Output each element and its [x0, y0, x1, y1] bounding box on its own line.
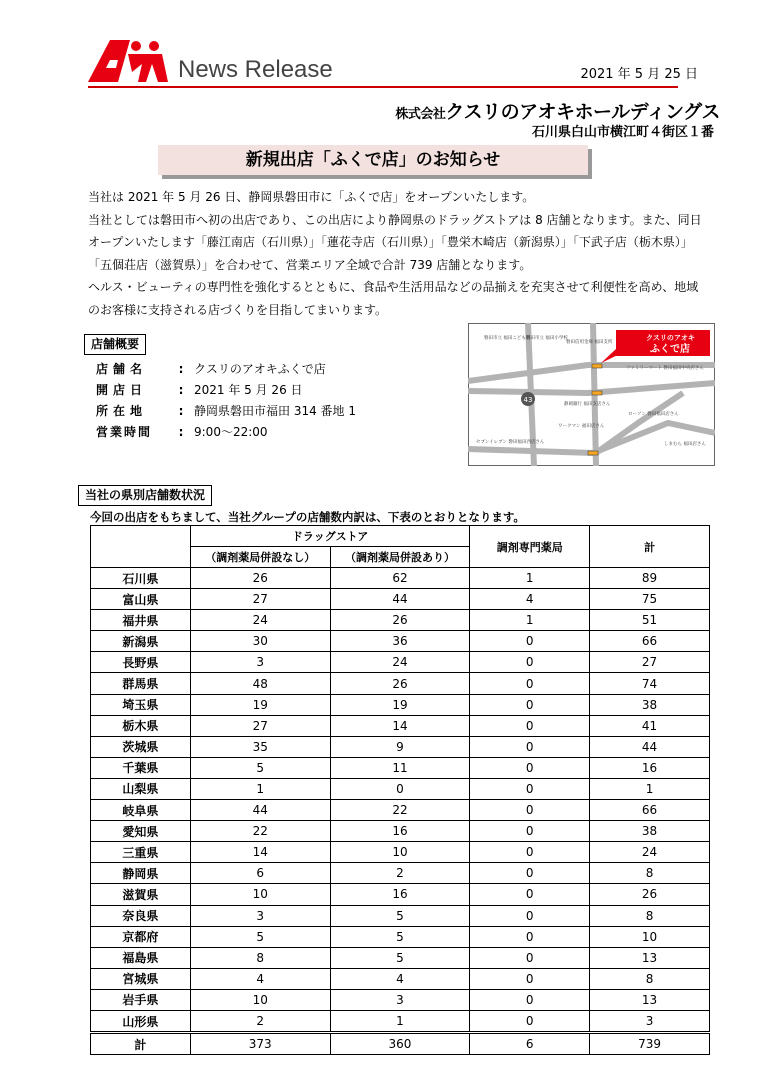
prefecture-cell: 奈良県 [91, 905, 191, 926]
with-pharmacy-cell: 24 [330, 652, 470, 673]
overview-colon: : [178, 424, 184, 439]
pharmacy-only-cell: 0 [470, 884, 590, 905]
overview-key: 店舗名 [96, 362, 148, 376]
header-rule [88, 86, 678, 88]
prefecture-cell: 福井県 [91, 610, 191, 631]
company-main-name: クスリのアオキホールディングス [445, 101, 720, 123]
table-row [91, 694, 710, 715]
table-row [91, 715, 710, 736]
prefecture-cell: 富山県 [91, 589, 191, 610]
table-row [91, 863, 710, 884]
news-release-heading: News Release [178, 56, 333, 83]
total-cell: 75 [590, 589, 710, 610]
prefecture-cell: 長野県 [91, 652, 191, 673]
total-cell: 8 [590, 968, 710, 989]
with-pharmacy-cell: 44 [330, 589, 470, 610]
with-pharmacy-cell: 26 [330, 673, 470, 694]
table-row [91, 821, 710, 842]
map-label-bank2: 静岡銀行 福田支店さん [564, 402, 611, 407]
intro-paragraph: 当社としては磐田市へ初の出店であり、この出店により静岡県のドラッグストアは 8 店舗となります。また、同日オープンいたします「藤江南店（石川県）」「蓮花寺店（石川県）」「豊栄木崎店（新潟県）」「下武子店（栃木県）」「五個荘店（滋賀県）」を合わせて、営業エリア全域で合計 739 店舗となります。 [88, 212, 702, 272]
pharmacy-only-cell: 1 [470, 610, 590, 631]
overview-colon: : [178, 382, 184, 397]
total-cell: 41 [590, 715, 710, 736]
overview-value: 2021 年 5 月 26 日 [194, 383, 303, 397]
total-cell: 27 [590, 652, 710, 673]
prefecture-cell: 福島県 [91, 947, 191, 968]
overview-key: 所在地 [96, 404, 148, 418]
table-row [91, 947, 710, 968]
header-drugstore: ドラッグストア [190, 526, 470, 547]
map-label-seven: セブンイレブン 磐田福田西店さん [476, 440, 545, 445]
prefecture-cell: 京都府 [91, 926, 191, 947]
table-row [91, 905, 710, 926]
overview-colon: : [178, 361, 184, 376]
without-pharmacy-cell: 10 [190, 989, 330, 1010]
prefecture-cell: 愛知県 [91, 821, 191, 842]
prefecture-cell: 宮城県 [91, 968, 191, 989]
without-pharmacy-cell: 5 [190, 757, 330, 778]
pharmacy-only-cell: 0 [470, 694, 590, 715]
prefecture-cell: 山形県 [91, 1010, 191, 1032]
pharmacy-only-cell: 0 [470, 800, 590, 821]
map-label-shimamura: しまむら 福田店さん [664, 442, 706, 447]
map-label-bank1: 磐田信用金庫 福田支所 [566, 340, 613, 345]
table-row [91, 989, 710, 1010]
without-pharmacy-cell: 19 [190, 694, 330, 715]
prefecture-cell: 三重県 [91, 842, 191, 863]
overview-colon: : [178, 403, 184, 418]
without-pharmacy-cell: 1 [190, 778, 330, 799]
without-pharmacy-cell: 26 [190, 568, 330, 589]
map-store-name: ふくで店 [650, 344, 690, 355]
with-pharmacy-cell: 19 [330, 694, 470, 715]
total-cell: 74 [590, 673, 710, 694]
with-pharmacy-cell: 16 [330, 821, 470, 842]
pharmacy-only-cell: 0 [470, 757, 590, 778]
route-number: 43 [523, 396, 533, 404]
table-body [91, 568, 710, 1055]
total-cell: 8 [590, 905, 710, 926]
pharmacy-only-cell: 0 [470, 778, 590, 799]
with-pharmacy-cell: 5 [330, 947, 470, 968]
header-prefecture [91, 526, 191, 568]
without-pharmacy-cell: 8 [190, 947, 330, 968]
with-pharmacy-cell: 11 [330, 757, 470, 778]
without-pharmacy-cell: 35 [190, 736, 330, 757]
pharmacy-only-cell: 1 [470, 568, 590, 589]
table-header-row [91, 526, 710, 547]
intro-paragraph: 当社は 2021 年 5 月 26 日、静岡県磐田市に「ふくで店」をオープンいたします。 [88, 190, 535, 204]
prefecture-cell: 山梨県 [91, 778, 191, 799]
store-stats-heading: 当社の県別店舗数状況 [78, 485, 212, 506]
prefecture-cell: 岩手県 [91, 989, 191, 1010]
header-with-pharmacy: （調剤薬局併設あり） [330, 547, 470, 568]
without-pharmacy-cell: 10 [190, 884, 330, 905]
total-cell: 38 [590, 821, 710, 842]
pharmacy-only-cell: 0 [470, 947, 590, 968]
store-stats-note: 今回の出店をもちまして、当社グループの店舗数内訳は、下表のとおりとなります。 [90, 510, 525, 524]
table-row [91, 757, 710, 778]
overview-row [96, 400, 356, 421]
total-cell: 8 [590, 863, 710, 884]
table-row [91, 673, 710, 694]
store-overview [96, 358, 356, 442]
table-total-row [91, 1033, 710, 1055]
total-cell: 13 [590, 989, 710, 1010]
without-pharmacy-cell: 5 [190, 926, 330, 947]
header-pharmacy-only: 調剤専門薬局 [470, 526, 590, 568]
with-pharmacy-cell: 5 [330, 905, 470, 926]
with-pharmacy-cell: 22 [330, 800, 470, 821]
total-cell: 66 [590, 631, 710, 652]
map-label-workman: ワークマン 福田店さん [558, 424, 605, 429]
prefecture-cell: 滋賀県 [91, 884, 191, 905]
without-pharmacy-cell: 22 [190, 821, 330, 842]
table-row [91, 842, 710, 863]
pharmacy-only-cell: 0 [470, 736, 590, 757]
map-label-school2: 磐田市立 福田小学校 [526, 336, 568, 341]
without-pharmacy-cell: 24 [190, 610, 330, 631]
overview-value: 9:00～22:00 [194, 425, 268, 439]
with-pharmacy-cell: 14 [330, 715, 470, 736]
with-pharmacy-cell: 0 [330, 778, 470, 799]
header-without-pharmacy: （調剤薬局併設なし） [190, 547, 330, 568]
map-store-brand: クスリのアオキ [646, 334, 695, 342]
table-row [91, 736, 710, 757]
without-pharmacy-cell: 48 [190, 673, 330, 694]
overview-row [96, 421, 356, 442]
total-cell: 44 [590, 736, 710, 757]
pharmacy-only-cell: 0 [470, 631, 590, 652]
with-pharmacy-cell: 16 [330, 884, 470, 905]
prefecture-cell: 新潟県 [91, 631, 191, 652]
pharmacy-only-cell: 4 [470, 589, 590, 610]
table-row [91, 800, 710, 821]
table-row [91, 652, 710, 673]
total-cell: 26 [590, 884, 710, 905]
pharmacy-only-cell: 6 [470, 1033, 590, 1055]
overview-heading: 店舗概要 [84, 334, 146, 355]
without-pharmacy-cell: 30 [190, 631, 330, 652]
with-pharmacy-cell: 26 [330, 610, 470, 631]
company-address: 石川県白山市横江町４街区１番 [531, 125, 714, 140]
without-pharmacy-cell: 6 [190, 863, 330, 884]
prefecture-cell: 栃木県 [91, 715, 191, 736]
release-date: 2021 年 5 月 25 日 [580, 67, 698, 82]
overview-value: クスリのアオキふくで店 [194, 362, 326, 376]
pharmacy-only-cell: 0 [470, 1010, 590, 1032]
map-label-lawson: ローソン 磐田福田店さん [628, 412, 679, 417]
table-row [91, 568, 710, 589]
store-count-table [90, 525, 710, 1055]
overview-row [96, 379, 356, 400]
prefecture-cell: 千葉県 [91, 757, 191, 778]
without-pharmacy-cell: 2 [190, 1010, 330, 1032]
total-cell: 16 [590, 757, 710, 778]
with-pharmacy-cell: 360 [330, 1033, 470, 1055]
without-pharmacy-cell: 27 [190, 589, 330, 610]
pharmacy-only-cell: 0 [470, 968, 590, 989]
table-row [91, 968, 710, 989]
company-logo [88, 38, 168, 84]
pharmacy-only-cell: 0 [470, 842, 590, 863]
prefecture-cell: 岐阜県 [91, 800, 191, 821]
store-location-map [468, 323, 715, 466]
without-pharmacy-cell: 4 [190, 968, 330, 989]
without-pharmacy-cell: 3 [190, 652, 330, 673]
total-cell: 38 [590, 694, 710, 715]
company-prefix: 株式会社 [395, 107, 446, 122]
total-cell: 739 [590, 1033, 710, 1055]
pharmacy-only-cell: 0 [470, 652, 590, 673]
pharmacy-only-cell: 0 [470, 821, 590, 842]
pharmacy-only-cell: 0 [470, 926, 590, 947]
without-pharmacy-cell: 373 [190, 1033, 330, 1055]
intro-text [88, 186, 708, 321]
with-pharmacy-cell: 5 [330, 926, 470, 947]
without-pharmacy-cell: 14 [190, 842, 330, 863]
page-title: 新規出店「ふくで店」のお知らせ [158, 145, 588, 175]
table-row [91, 1010, 710, 1032]
total-cell: 51 [590, 610, 710, 631]
table-row [91, 926, 710, 947]
with-pharmacy-cell: 36 [330, 631, 470, 652]
company-name [395, 97, 720, 124]
prefecture-cell: 茨城県 [91, 736, 191, 757]
prefecture-cell: 静岡県 [91, 863, 191, 884]
pharmacy-only-cell: 0 [470, 905, 590, 926]
without-pharmacy-cell: 3 [190, 905, 330, 926]
prefecture-cell: 石川県 [91, 568, 191, 589]
with-pharmacy-cell: 2 [330, 863, 470, 884]
with-pharmacy-cell: 4 [330, 968, 470, 989]
intro-paragraph: ヘルス・ビューティの専門性を強化するとともに、食品や生活用品などの品揃えを充実させて利便性を高め、地域のお客様に支持される店づくりを目指してまいります。 [88, 280, 699, 317]
with-pharmacy-cell: 62 [330, 568, 470, 589]
total-cell: 3 [590, 1010, 710, 1032]
overview-value: 静岡県磐田市福田 314 番地 1 [194, 404, 356, 418]
prefecture-cell: 埼玉県 [91, 694, 191, 715]
total-cell: 24 [590, 842, 710, 863]
with-pharmacy-cell: 3 [330, 989, 470, 1010]
total-cell: 89 [590, 568, 710, 589]
total-cell: 66 [590, 800, 710, 821]
with-pharmacy-cell: 9 [330, 736, 470, 757]
map-label-familymart: ファミリーマート 磐田福田中央店さん [626, 366, 704, 371]
overview-row [96, 358, 356, 379]
total-cell: 10 [590, 926, 710, 947]
prefecture-cell: 計 [91, 1033, 191, 1055]
prefecture-cell: 群馬県 [91, 673, 191, 694]
pharmacy-only-cell: 0 [470, 863, 590, 884]
with-pharmacy-cell: 1 [330, 1010, 470, 1032]
without-pharmacy-cell: 44 [190, 800, 330, 821]
total-cell: 1 [590, 778, 710, 799]
overview-key: 開店日 [96, 383, 148, 397]
table-row [91, 610, 710, 631]
table-row [91, 884, 710, 905]
without-pharmacy-cell: 27 [190, 715, 330, 736]
pharmacy-only-cell: 0 [470, 989, 590, 1010]
header-total: 計 [590, 526, 710, 568]
total-cell: 13 [590, 947, 710, 968]
table-row [91, 778, 710, 799]
overview-key: 営業時間 [96, 425, 153, 439]
table-row [91, 589, 710, 610]
table-row [91, 631, 710, 652]
map-label-school1: 磐田市立 福田こども園 [484, 336, 531, 341]
pharmacy-only-cell: 0 [470, 715, 590, 736]
pharmacy-only-cell: 0 [470, 673, 590, 694]
with-pharmacy-cell: 10 [330, 842, 470, 863]
